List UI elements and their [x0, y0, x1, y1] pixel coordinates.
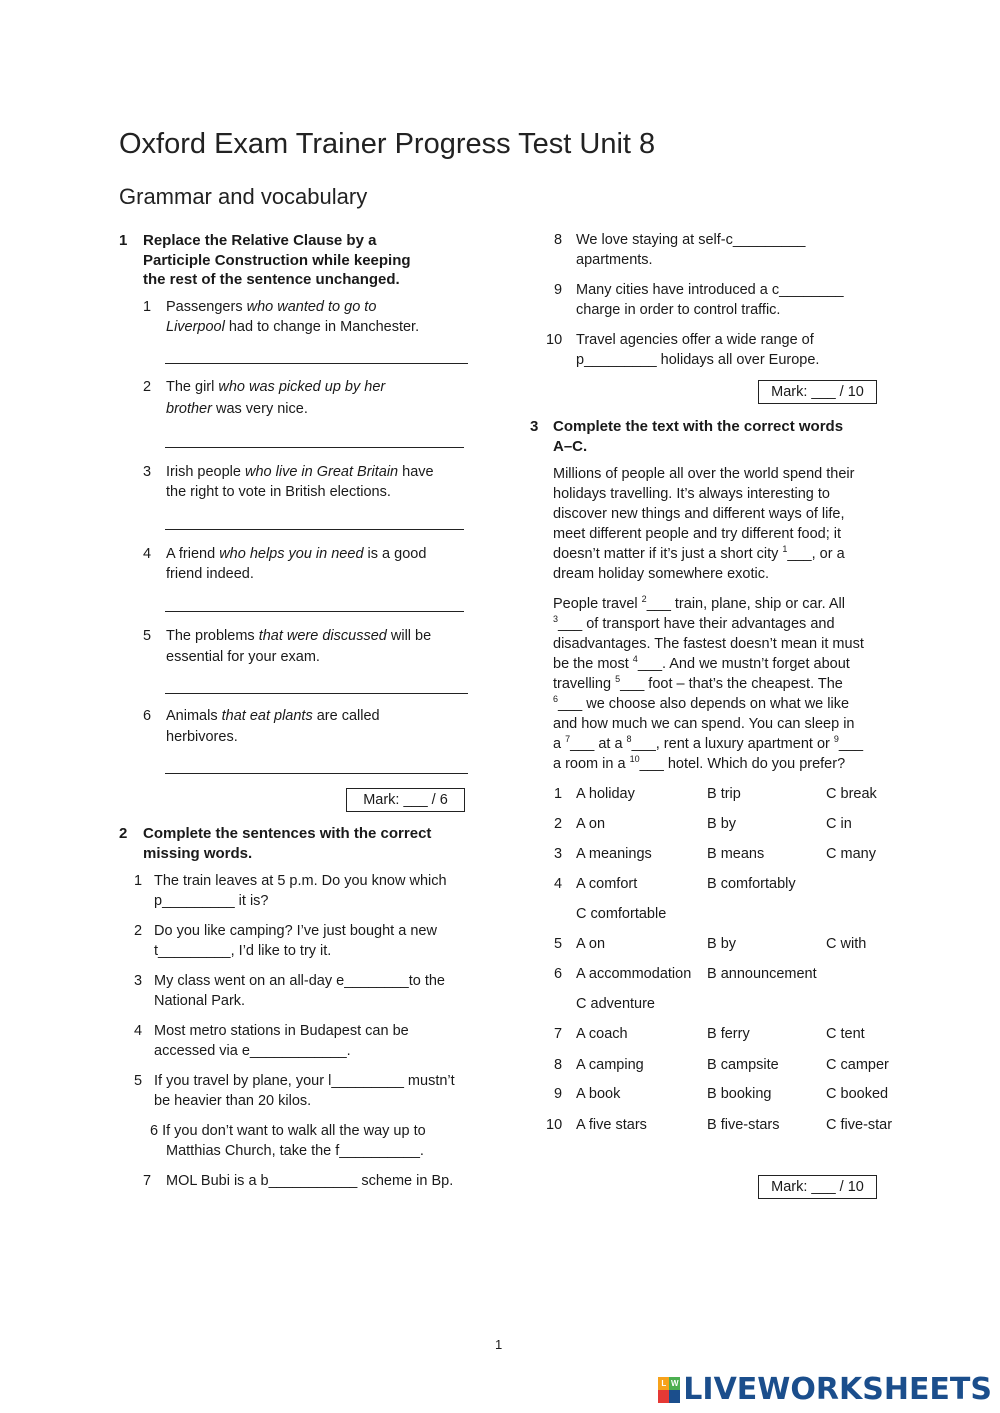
page-title: Oxford Exam Trainer Progress Test Unit 8 [119, 128, 656, 160]
text-line: and how much we can spend. You can sleep in [553, 716, 855, 732]
item-number: 9 [554, 282, 563, 298]
question-text: A friend who helps you in need is a good [166, 546, 427, 562]
item-number: 3 [134, 973, 143, 989]
answer-line[interactable] [165, 363, 468, 364]
answer-line[interactable] [165, 773, 468, 774]
question-text: Travel agencies offer a wide range of [576, 332, 814, 348]
text-line: dream holiday somewhere exotic. [553, 566, 769, 582]
item-number: 3 [143, 464, 152, 480]
option-c[interactable]: C with [826, 936, 867, 952]
item-number: 1 [134, 873, 143, 889]
option-b[interactable]: B announcement [707, 966, 817, 982]
question-text: Liverpool had to change in Manchester. [166, 319, 420, 335]
question-text: be heavier than 20 kilos. [154, 1093, 312, 1109]
page-number: 1 [495, 1337, 503, 1352]
logo-letter: W [671, 1378, 679, 1388]
text-line: $^6$___ we choose also depends on what we like [553, 694, 850, 712]
option-number: 10 [546, 1117, 563, 1133]
item-number: 4 [134, 1023, 143, 1039]
option-c[interactable]: C camper [826, 1057, 889, 1073]
item-number: 8 [554, 232, 563, 248]
exercise-instruction: A–C. [553, 437, 588, 455]
option-a[interactable]: A coach [576, 1026, 628, 1042]
liveworksheets-logo[interactable] [658, 1372, 992, 1407]
option-a[interactable]: A five stars [576, 1117, 647, 1133]
item-number: 5 [134, 1073, 143, 1089]
text-line: a $^7$___ at a $^8$___, rent a luxury apartment or $^9$___ [553, 734, 864, 752]
option-c[interactable]: C booked [826, 1086, 889, 1102]
text-line: travelling $^5$___ foot – that’s the cheapest. The [553, 674, 843, 692]
question-text: charge in order to control traffic. [576, 302, 781, 318]
option-b[interactable]: B by [707, 936, 737, 952]
question-text: accessed via e____________. [154, 1043, 351, 1059]
exercise-number: 3 [530, 418, 539, 435]
exercise-instruction: Complete the sentences with the correct [143, 825, 432, 842]
text-line: doesn’t matter if it’s just a short city $^1$___, or a [553, 544, 845, 562]
question-text: t_________, I’d like to try it. [154, 943, 332, 959]
text-line: People travel $^2$___ train, plane, ship or car. All [553, 594, 845, 612]
option-b[interactable]: B five-stars [707, 1117, 780, 1133]
option-b[interactable]: B trip [707, 786, 741, 802]
option-number: 6 [554, 966, 563, 982]
option-b[interactable]: B comfortably [707, 876, 796, 892]
question-text: MOL Bubi is a b___________ scheme in Bp. [166, 1173, 454, 1189]
mark-box: Mark: ___ / 6 [346, 788, 465, 812]
option-number: 7 [554, 1026, 563, 1042]
question-text: Do you like camping? I’ve just bought a new [154, 923, 437, 939]
answer-line[interactable] [165, 529, 464, 530]
question-text: herbivores. [166, 729, 238, 745]
mark-box: Mark: ___ / 10 [758, 380, 877, 404]
mark-box: Mark: ___ / 10 [758, 1175, 877, 1199]
option-c[interactable]: C break [826, 786, 877, 802]
option-a[interactable]: A accommodation [576, 966, 692, 982]
item-number: 7 [143, 1173, 152, 1189]
exercise-instruction: Participle Construction while keeping [143, 251, 411, 269]
question-text: Many cities have introduced a c________ [576, 282, 844, 298]
text-line: be the most $^4$___. And we mustn’t forget about [553, 654, 850, 672]
option-c[interactable]: C in [826, 816, 852, 832]
option-number: 3 [554, 846, 563, 862]
option-b[interactable]: B ferry [707, 1026, 750, 1042]
question-text: Animals that eat plants are called [166, 708, 380, 724]
question-text: The girl who was picked up by her [166, 379, 386, 395]
text-line: Millions of people all over the world spend their [553, 466, 855, 482]
text-line: meet different people and try different food; it [553, 526, 842, 542]
option-a[interactable]: A on [576, 936, 606, 952]
question-text: the right to vote in British elections. [166, 484, 391, 500]
option-b[interactable]: B means [707, 846, 765, 862]
question-text: Passengers who wanted to go to [166, 299, 377, 315]
option-b[interactable]: B by [707, 816, 737, 832]
logo-block [669, 1390, 680, 1403]
exercise-number: 2 [119, 825, 128, 842]
option-c[interactable]: C many [826, 846, 876, 862]
logo-block [658, 1390, 669, 1403]
question-text: apartments. [576, 252, 653, 268]
option-a[interactable]: A book [576, 1086, 621, 1102]
option-a[interactable]: A camping [576, 1057, 644, 1073]
exercise-instruction: missing words. [143, 844, 253, 862]
question-text: friend indeed. [166, 566, 254, 582]
question-text: p_________ holidays all over Europe. [576, 352, 820, 368]
answer-line[interactable] [165, 611, 464, 612]
option-c[interactable]: C five-star [826, 1117, 893, 1133]
question-text: p_________ it is? [154, 893, 269, 909]
answer-line[interactable] [165, 447, 464, 448]
option-number: 2 [554, 816, 563, 832]
option-number: 5 [554, 936, 563, 952]
question-text: The problems that were discussed will be [166, 628, 432, 644]
option-b[interactable]: B campsite [707, 1057, 779, 1073]
option-c[interactable]: C adventure [576, 996, 655, 1012]
item-number: 1 [143, 299, 152, 315]
option-a[interactable]: A on [576, 816, 606, 832]
item-number: 4 [143, 546, 152, 562]
exercise-instruction: Complete the text with the correct words [553, 418, 844, 435]
option-c[interactable]: C comfortable [576, 906, 667, 922]
item-number: 5 [143, 628, 152, 644]
answer-line[interactable] [165, 693, 468, 694]
option-a[interactable]: A comfort [576, 876, 638, 892]
text-line: $^3$___ of transport have their advantages and [553, 614, 835, 632]
question-text: Irish people who live in Great Britain have [166, 464, 434, 480]
option-number: 8 [554, 1057, 563, 1073]
text-line: holidays travelling. It’s always interesting to [553, 486, 830, 502]
question-text: If you travel by plane, your l_________ mustn’t [154, 1073, 455, 1089]
text-line: a room in a $^{10}$___ hotel. Which do you prefer? [553, 754, 846, 772]
logo-text: LIVEWORKSHEETS [683, 1372, 992, 1407]
question-text: Matthias Church, take the f__________. [166, 1143, 424, 1159]
option-number: 9 [554, 1086, 563, 1102]
item-number: 2 [143, 379, 152, 395]
option-number: 4 [554, 876, 563, 892]
question-text: 6 If you don’t want to walk all the way up to [150, 1123, 426, 1139]
text-line: disadvantages. The fastest doesn’t mean it must [553, 636, 864, 652]
text-line: discover new things and different ways of life, [553, 506, 845, 522]
section-subtitle: Grammar and vocabulary [119, 184, 368, 209]
question-text: National Park. [154, 993, 246, 1009]
option-b[interactable]: B booking [707, 1086, 772, 1102]
exercise-instruction: Replace the Relative Clause by a [143, 232, 377, 249]
question-text: essential for your exam. [166, 649, 320, 665]
option-a[interactable]: A holiday [576, 786, 635, 802]
question-text: brother was very nice. [166, 401, 308, 417]
question-text: Most metro stations in Budapest can be [154, 1023, 409, 1039]
question-text: We love staying at self-c_________ [576, 232, 806, 248]
item-number: 2 [134, 923, 143, 939]
question-text: The train leaves at 5 p.m. Do you know which [154, 873, 447, 889]
item-number: 6 [143, 708, 152, 724]
logo-letter: L [658, 1377, 669, 1390]
option-c[interactable]: C tent [826, 1026, 865, 1042]
question-text: My class went on an all-day e________to the [154, 973, 445, 989]
item-number: 10 [546, 332, 563, 348]
option-number: 1 [554, 786, 563, 802]
exercise-instruction: the rest of the sentence unchanged. [143, 271, 400, 288]
option-a[interactable]: A meanings [576, 846, 652, 862]
liveworksheets-icon [658, 1377, 680, 1403]
exercise-number: 1 [119, 232, 128, 249]
